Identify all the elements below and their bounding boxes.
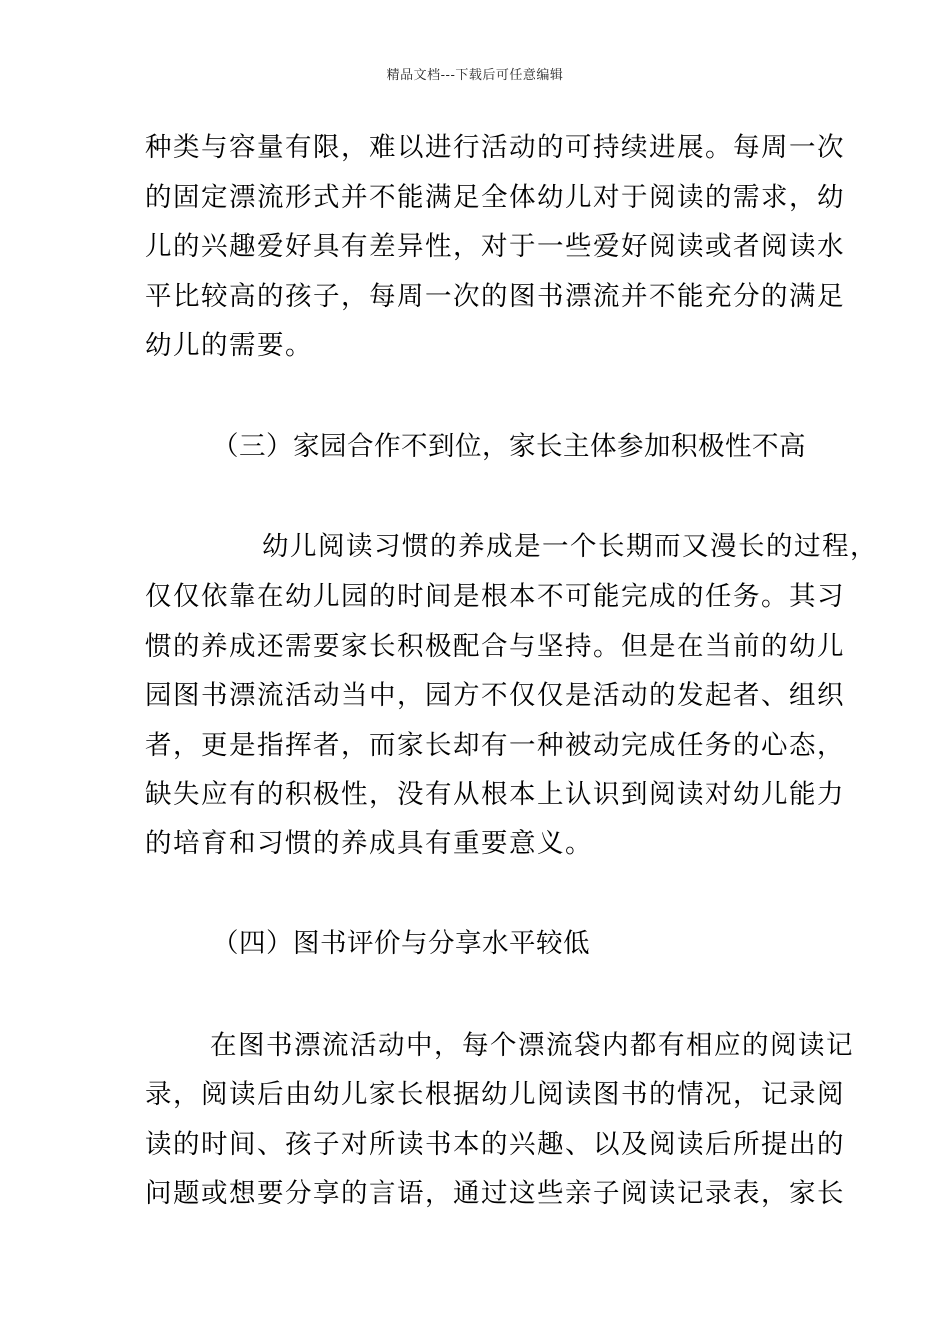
page-header: 精品文档---下载后可任意编辑 xyxy=(386,68,564,83)
paragraph-2-line: 仅仅依靠在幼儿园的时间是根本不可能完成的任务。其习 xyxy=(145,581,845,612)
paragraph-2-line: 者，更是指挥者，而家长却有一种被动完成任务的心态， xyxy=(145,730,845,761)
section-heading-4: （四）图书评价与分享水平较低 xyxy=(212,928,590,959)
paragraph-1-line: 的固定漂流形式并不能满足全体幼儿对于阅读的需求，幼 xyxy=(145,182,845,213)
paragraph-1-line: 幼儿的需要。 xyxy=(145,330,313,361)
paragraph-2-line: 的培育和习惯的养成具有重要意义。 xyxy=(145,828,593,859)
paragraph-3-line: 读的时间、孩子对所读书本的兴趣、以及阅读后所提出的 xyxy=(145,1129,845,1160)
paragraph-3-line: 在图书漂流活动中，每个漂流袋内都有相应的阅读记 xyxy=(210,1030,854,1061)
paragraph-1-line: 平比较高的孩子，每周一次的图书漂流并不能充分的满足 xyxy=(145,281,845,312)
paragraph-2-line: 幼儿阅读习惯的养成是一个长期而又漫长的过程， xyxy=(262,531,878,562)
paragraph-2-line: 惯的养成还需要家长积极配合与坚持。但是在当前的幼儿 xyxy=(145,631,845,662)
paragraph-3-line: 录，阅读后由幼儿家长根据幼儿阅读图书的情况，记录阅 xyxy=(145,1079,845,1110)
paragraph-2-line: 园图书漂流活动当中，园方不仅仅是活动的发起者、组织 xyxy=(145,680,845,711)
section-heading-3: （三）家园合作不到位，家长主体参加积极性不高 xyxy=(212,431,806,462)
paragraph-3-line: 问题或想要分享的言语，通过这些亲子阅读记录表，家长 xyxy=(145,1178,845,1209)
paragraph-1-line: 种类与容量有限，难以进行活动的可持续进展。每周一次 xyxy=(145,132,845,163)
paragraph-1-line: 儿的兴趣爱好具有差异性，对于一些爱好阅读或者阅读水 xyxy=(145,231,845,262)
paragraph-2-line: 缺失应有的积极性，没有从根本上认识到阅读对幼儿能力 xyxy=(145,779,845,810)
